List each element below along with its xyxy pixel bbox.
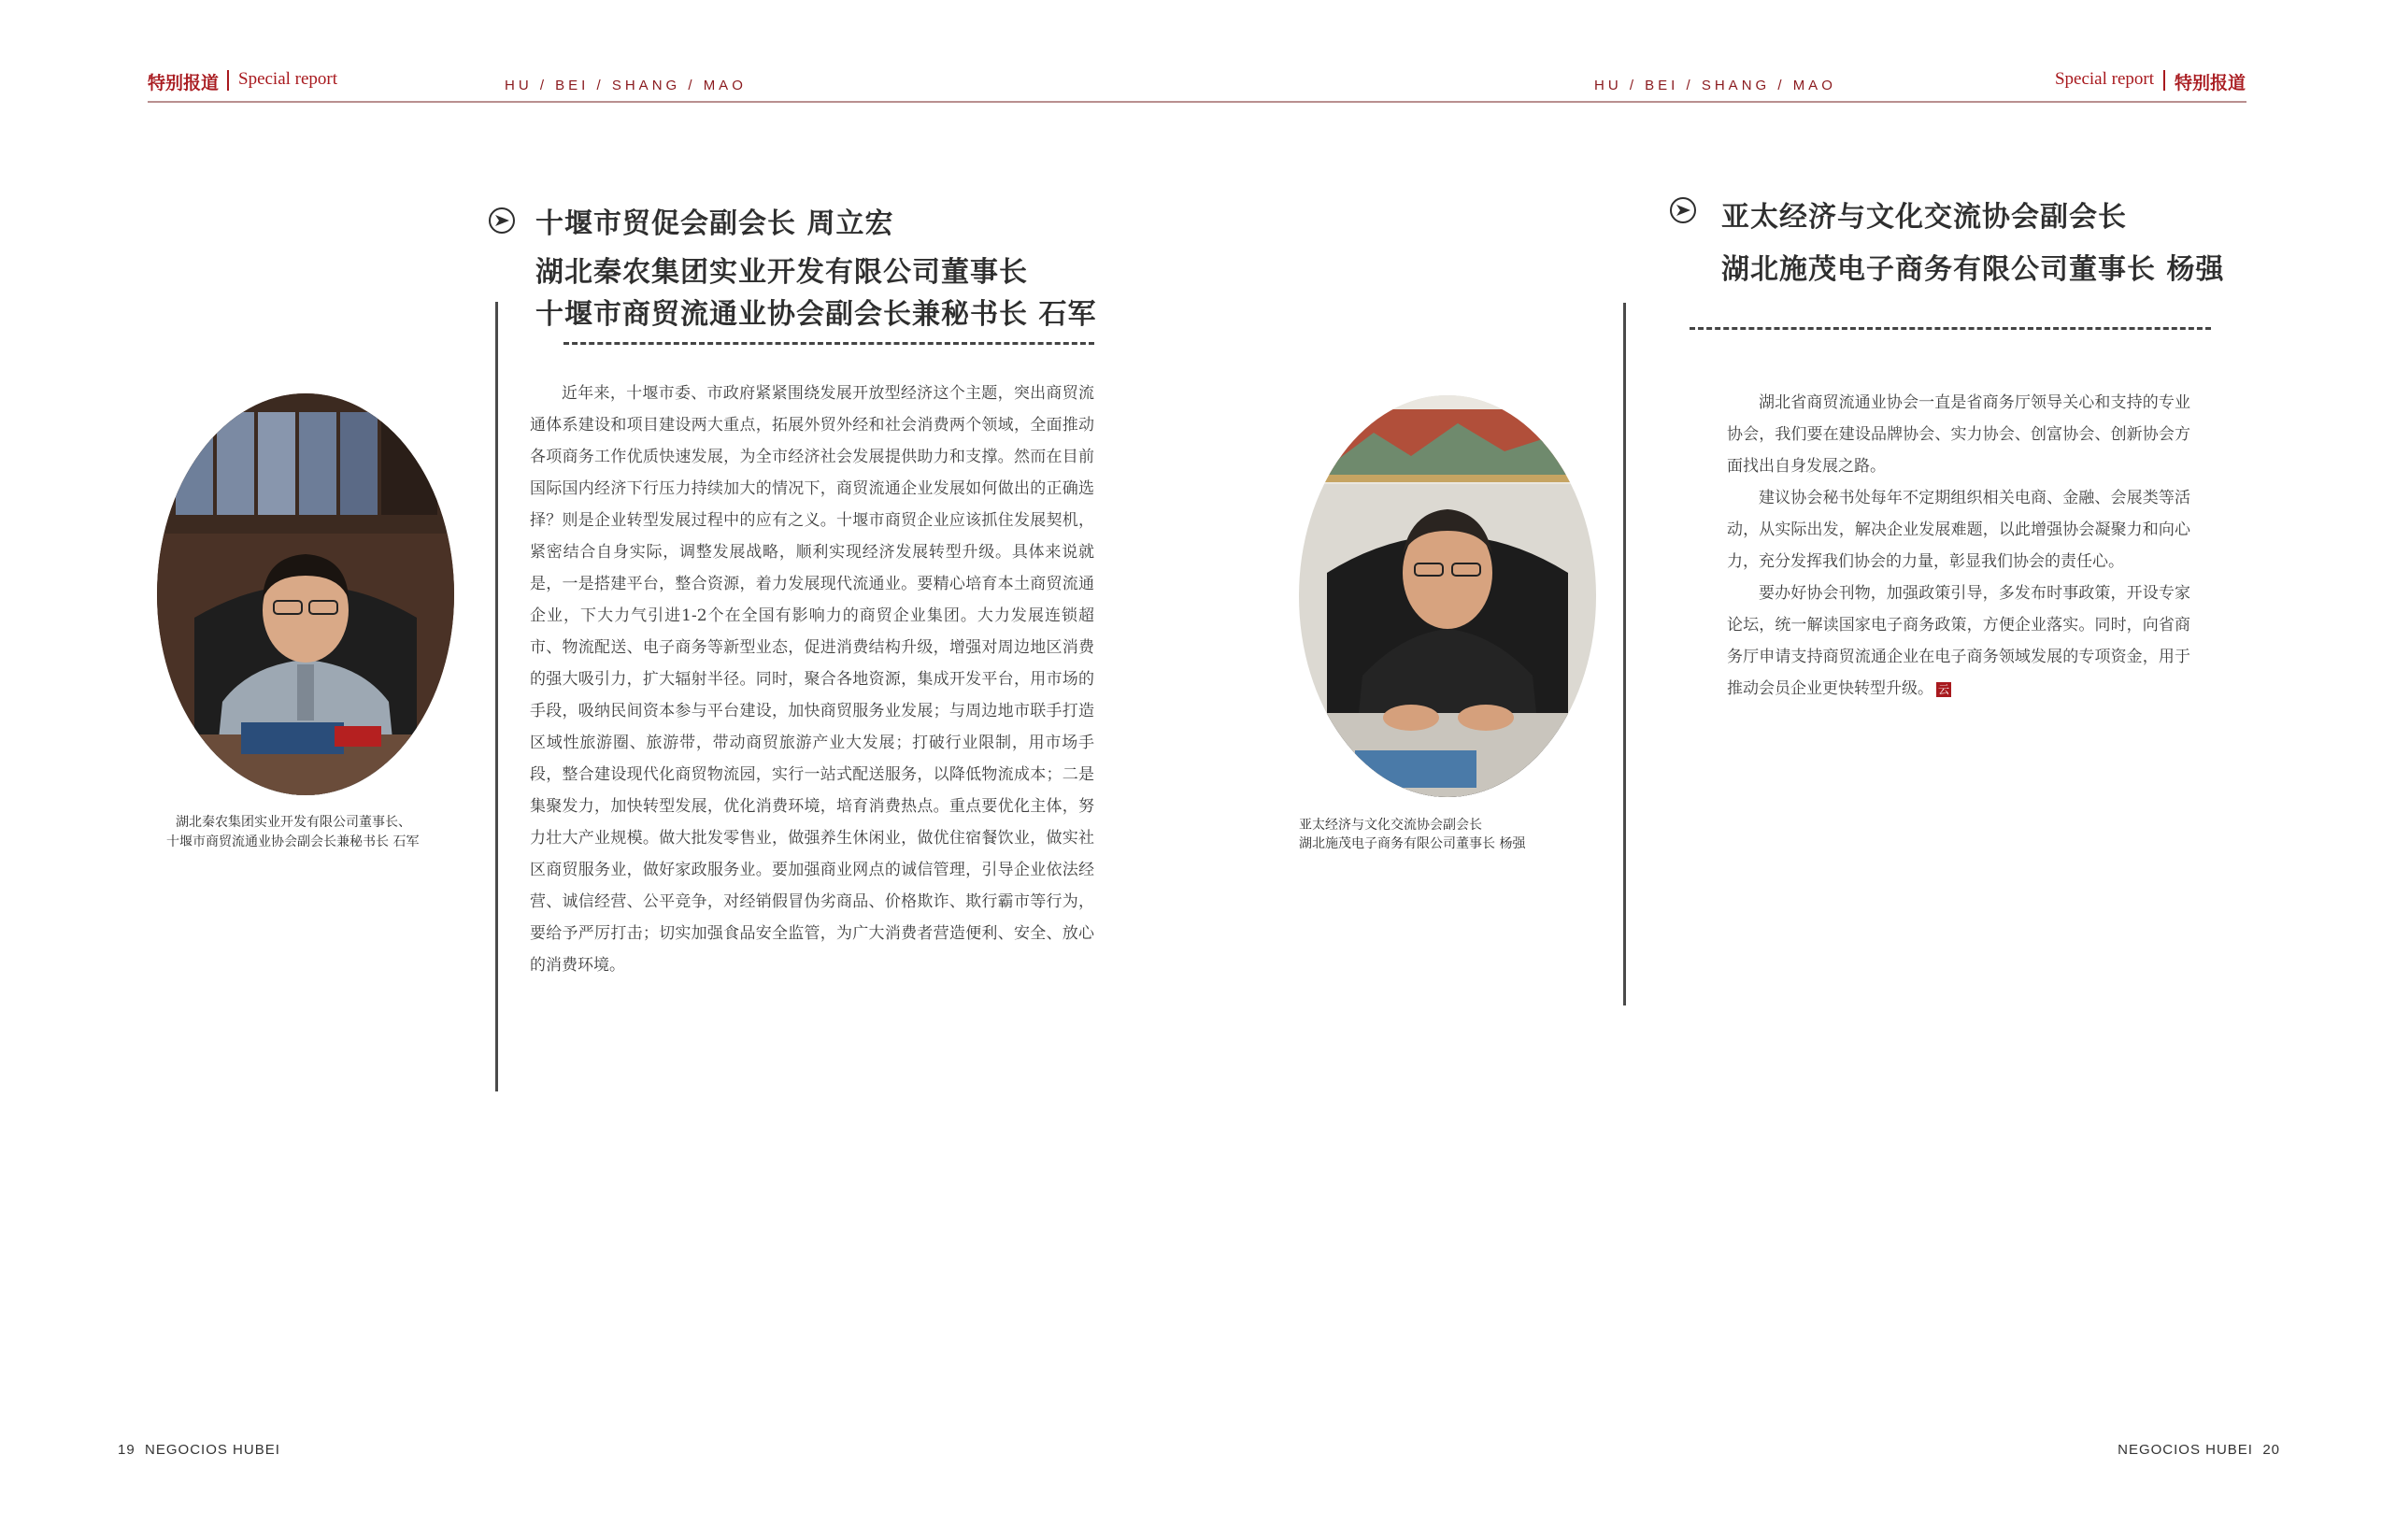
portrait-photo-right (1299, 395, 1596, 797)
photo-caption-left-1: 湖北秦农集团实业开发有限公司董事长、 (176, 815, 411, 830)
right-paragraph-2: 建议协会秘书处每年不定期组织相关电商、金融、会展类等活动，从实际出发，解决企业发展难题，以此增强协会凝聚力和向心力，充分发挥我们协会的力量，彰显我们协会的责任心。 (1727, 489, 2190, 571)
section-label-right: 特别报道 (2175, 73, 2246, 93)
section-label-left: 特别报道 (148, 73, 220, 93)
right-paragraph-3-text: 要办好协会刊物，加强政策引导，多发布时事政策，开设专家论坛，统一解读国家电子商务政策，方便企业落实。同时，向省商务厅申请支持商贸流通企业在电子商务领域发展的专项资金，用于推动会员企业更快转型升级。 (1727, 584, 2190, 698)
right-title-line-1: 亚太经济与文化交流协会副会长 (1721, 201, 2127, 234)
right-title-dash-rule (1690, 327, 2211, 330)
left-title-line-3: 十堰市商贸流通业协会副会长兼秘书长 石军 (535, 298, 1097, 331)
header-separator-right (2163, 70, 2165, 91)
photo-caption-left-2: 十堰市商贸流通业协会副会长兼秘书长 石军 (166, 834, 420, 849)
left-paragraph: 近年来，十堰市委、市政府紧紧围绕发展开放型经济这个主题，突出商贸流通体系建设和项目建设两大重点，拓展外贸外经和社会消费两个领域，全面推动各项商务工作优质快速发展，为全市经济社会发展提供助力和支撑。然而在目前国际国内经济下行压力持续加大的情况下，商贸流通企业发展如何做出的正确选择？则是企业转型发展过程中的应有之义。十堰市商贸企业应该抓住发展契机，紧密结合自身实际，调整发展战略，顺利实现经济发展转型升级。具体来说就是，一是搭建平台，整合资源，着力发展现代流通业。要精心培育本土商贸流通企业，下大力气引进1-2个在全国有影响力的商贸企业集团。大力发展连锁超市、物流配送、电子商务等新型业态，促进消费结构升级，增强对周边地区消费的强大吸引力，扩大辐射半径。同时，聚合各地资源，集成开发平台，用市场的手段，吸纳民间资本参与平台建设，加快商贸服务业发展；与周边地市联手打造区域性旅游圈、旅游带，带动商贸旅游产业大发展；打破行业限制，用市场手段，整合建设现代化商贸物流园，实行一站式配送服务，以降低物流成本；二是集聚发力，加快转型发展，优化消费环境，培育消费热点。重点要优化主体，努力壮大产业规模。做大批发零售业，做强养生休闲业，做优住宿餐饮业，做实社区商贸服务业，做好家政服务业。要加强商业网点的诚信管理，引导企业依法经营、诚信经营、公平竞争，对经销假冒伪劣商品、价格欺诈、欺行霸市等行为，要给予严厉打击；切实加强食品安全监管，为广大消费者营造便利、安全、放心的消费环境。 (530, 384, 1094, 975)
article-end-mark: 云 (1938, 682, 1950, 696)
footer-right (2075, 1442, 2280, 1458)
footer-magazine-left: NEGOCIOS HUBEI (145, 1442, 280, 1458)
right-vertical-rule (1623, 303, 1626, 1005)
portrait-photo-left (157, 393, 454, 795)
arrow-bullet-icon (488, 207, 516, 235)
footer-left (118, 1442, 280, 1458)
left-article-body (530, 378, 1094, 981)
header-separator-left (227, 70, 229, 91)
photo-caption-right-1: 亚太经济与文化交流协会副会长 (1299, 818, 1482, 833)
right-title-line-2: 湖北施茂电子商务有限公司董事长 杨强 (1721, 253, 2225, 286)
photo-caption-right-2: 湖北施茂电子商务有限公司董事长 杨强 (1299, 836, 1526, 851)
page-number-right: 20 (2262, 1442, 2280, 1458)
footer-magazine-right: NEGOCIOS HUBEI (2118, 1442, 2253, 1458)
magazine-name-right: HU / BEI / SHANG / MAO (1594, 78, 1836, 93)
page-number-left: 19 (118, 1442, 135, 1458)
section-label-en-left: Special report (238, 69, 338, 89)
magazine-name-left: HU / BEI / SHANG / MAO (505, 78, 747, 93)
right-paragraph-1: 湖北省商贸流通业协会一直是省商务厅领导关心和支持的专业协会，我们要在建设品牌协会、实力协会、创富协会、创新协会方面找出自身发展之路。 (1727, 393, 2190, 476)
right-article-body (1727, 387, 2190, 705)
left-title-line-1: 十堰市贸促会副会长 周立宏 (535, 207, 894, 240)
left-title-line-2: 湖北秦农集团实业开发有限公司董事长 (535, 256, 1028, 289)
left-title-dash-rule (563, 342, 1094, 345)
section-label-en-right: Special report (2054, 69, 2154, 89)
header-rule (148, 101, 2246, 103)
left-vertical-rule (495, 302, 498, 1091)
arrow-bullet-icon (1669, 196, 1697, 224)
right-paragraph-3 (1727, 578, 2190, 705)
